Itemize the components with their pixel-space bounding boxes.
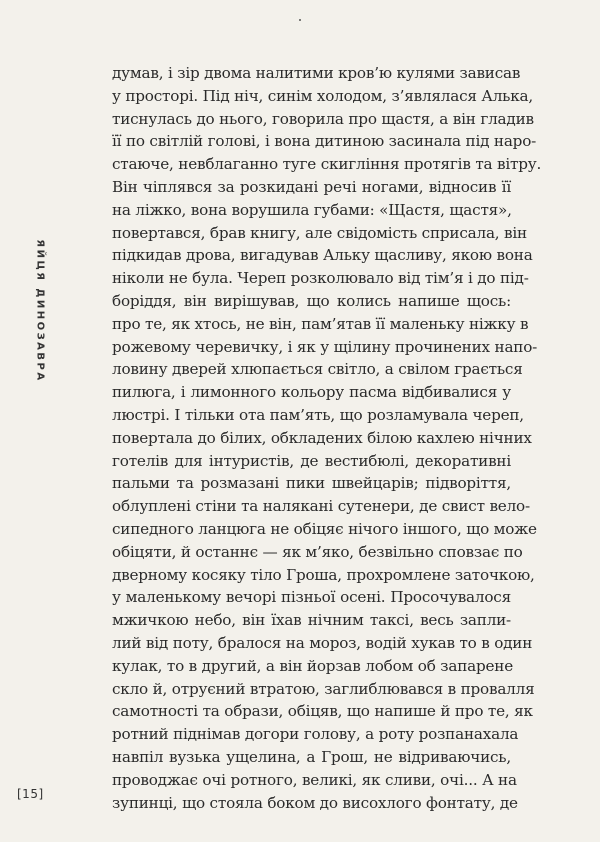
text-line: навпіл вузька ущелина, а Грош, не відриваючись, <box>112 747 511 766</box>
running-title-text: ЯЙЦЯ ДИНОЗАВРА <box>34 239 46 383</box>
text-line: стаюче, невблаганно туге скигління протягів та вітру. <box>112 155 542 174</box>
text-line: повертала до білих, обкладених білою кахлею нічних <box>112 428 532 447</box>
text-line: ловину дверей хлюпається світло, а свілом грається <box>112 360 523 379</box>
running-title <box>31 239 49 383</box>
text-line: лий від поту, бралося на мороз, водій хукав то в один <box>112 633 533 652</box>
text-line: пальми та розмазані пики швейцарів; підворіття, <box>112 474 511 493</box>
text-line: дверному косяку тіло Гроша, прохромлене заточкою, <box>112 565 535 584</box>
text-line: думав, і зір двома налитими кров’ю кулями зависав <box>112 64 521 82</box>
text-line: боріддя, він вирішував, що колись напише щось: <box>112 291 511 310</box>
page-mark <box>299 19 301 21</box>
text-line: скло й, отруєний втратою, заглиблювався в провалля <box>112 679 535 698</box>
text-line: кулак, то в другий, а він йорзав лобом об запарене <box>112 656 514 675</box>
text-line: тиснулась до нього, говорила про щастя, а він гладив <box>112 109 534 128</box>
text-line: підкидав дрова, вигадував Альку щасливу, якою вона <box>112 246 533 265</box>
text-line: сипедного ланцюга не обіцяє нічого іншого, що може <box>112 519 537 538</box>
text-line: пилюга, і лимонного кольору пасма відбивалися у <box>112 383 511 402</box>
text-line: Він чіплявся за розкидані речі ногами, відносив її <box>112 177 511 196</box>
text-line: у просторі. Під ніч, синім холодом, з’являлася Алька, <box>112 86 533 105</box>
body-text <box>112 62 542 814</box>
text-line: самотності та образи, обіцяв, що напише й про те, як <box>112 702 533 721</box>
text-line: у маленькому вечорі пізньої осені. Просочувалося <box>112 588 511 607</box>
text-line: ротний піднімав догори голову, а роту розпанахала <box>112 725 519 744</box>
text-line: зупинці, що стояла боком до висохлого фонтату, де <box>112 793 518 812</box>
text-line: облуплені стіни та налякані сутенери, де свист вело- <box>112 497 530 516</box>
text-line: повертався, брав книгу, але свідомість сприсала, він <box>112 223 527 242</box>
text-line: обіцяти, й останнє — як м’яко, безвільно сповзає по <box>112 542 523 561</box>
page-number: [15] <box>17 787 44 801</box>
text-line: готелів для інтуристів, де вестибюлі, декоративні <box>112 451 511 470</box>
text-line: мжичкою небо, він їхав нічним таксі, весь запли- <box>112 611 511 630</box>
text-line: на ліжко, вона ворушила губами: «Щастя, щастя», <box>112 200 512 219</box>
text-line: про те, як хтось, не він, пам’ятав її маленьку ніжку в <box>112 314 529 333</box>
text-line: люстрі. І тільки ота пам’ять, що розламувала череп, <box>112 405 524 424</box>
text-line: рожевому черевичку, і як у щілину прочинених напо- <box>112 337 538 356</box>
text-line: її по світлій голові, і вона дитиною засинала під наро- <box>112 132 537 151</box>
text-line: проводжає очі ротного, великі, як сливи, очі... А на <box>112 770 517 789</box>
text-line: ніколи не була. Череп розколювало від тім’я і до під- <box>112 269 529 288</box>
